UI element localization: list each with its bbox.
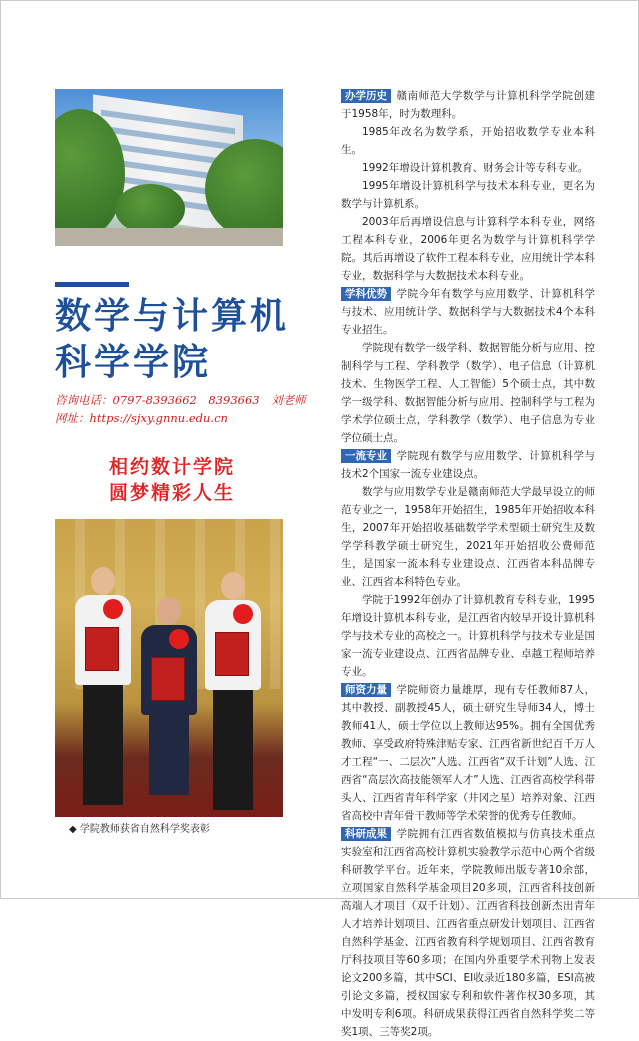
tag-majors: 一流专业 (341, 449, 391, 463)
majors-para-1: 数学与应用数学专业是赣南师范大学最早设立的师范专业之一，1958年开始招生，1985年开始招收本科生，2007年开始招收基础数学学术型硕士研究生及数学学科教学硕士研究生，2021年开始招收公费师范生，是国家一流本科专业建设点、江西省本科品牌专业、江西省本科特色专业。 (341, 486, 595, 588)
strength-para-1: 学院现有数学一级学科、数据智能分析与应用、控制科学与工程、学科教学（数学）、电子信息（计算机技术、生物医学工程、人工智能）5个硕士点，其中数学一级学科、数据智能分析与应用、控制科学与工程为学术学位硕士点，学科教学（数学）、电子信息为专业学位硕士点。 (341, 342, 595, 444)
majors-para-0: 一流专业 学院现有数学与应用数学、计算机科学与技术2个国家一流专业建设点。 (341, 450, 595, 480)
award-photo-caption: ◆ 学院教师获省自然科学奖表彰 (69, 824, 210, 835)
faculty-para-0: 师资力量 学院师资力量雄厚，现有专任教师87人，其中教授、副教授45人，硕士研究生导师34人，博士教师41人，硕士学位以上教师达95%。拥有全国优秀教师、享受政府特殊津贴专家、江西省新世纪百千万人才工程“一、二层次”人选、江西省“双千计划”人选、江西省“高层次高技能领军人才”人选、江西省高校学科带头人、江西省青年科学家（井冈之星）培养对象、江西省高校中青年骨干教师等学术荣誉的优秀专任教师。 (341, 684, 595, 822)
tag-research: 科研成果 (341, 827, 391, 841)
red-flower-right (233, 604, 253, 624)
tag-strength: 学科优势 (341, 287, 391, 301)
tag-history: 办学历史 (341, 89, 391, 103)
slogan-line1: 相约数计学院 (109, 456, 236, 478)
person-left (73, 567, 133, 817)
strength-para-0: 学科优势 学院今年有数学与应用数学、计算机科学与技术、应用统计学、数据科学与大数据技术4个本科专业招生。 (341, 288, 595, 336)
person-right (203, 572, 263, 817)
history-para-3: 1995年增设计算机科学与技术本科专业，更名为数学与计算机系。 (341, 180, 595, 210)
history-para-4: 2003年后再增设信息与计算科学本科专业，网络工程本科专业，2006年更名为数学与计算机科学学院。其后再增设了软件工程本科专业，应用统计学本科专业，数据科学与大数据技术本科专业。 (341, 216, 595, 282)
page-title-line1: 数学与计算机 (55, 296, 290, 337)
tree-middle (115, 184, 185, 234)
campus-building-photo (55, 89, 283, 246)
research-para-0: 科研成果 学院拥有江西省数值模拟与仿真技术重点实验室和江西省高校计算机实验教学示范中心两个省级科研教学平台。近年来，学院教师出版专著10余部，立项国家自然科学基金项目20多项，江西省科技创新高端人才项目（双千计划）、江西省科技创新杰出青年人才培养计划项目、江西省重点研发计划项目、江西省自然科学基金、江西省教育科学规划项目、江西省教育厅科技项目等60多项；在国内外重要学术刊物上发表论文200多篇，其中SCI、EI收录近180多篇，ESI高被引论文多篇，授权国家专利和软件著作权30多项，其中发明专利6项。科研成果获得江西省自然科学奖二等奖1项、三等奖2项。 (341, 828, 595, 1038)
certificate-right (215, 632, 249, 676)
ground (55, 228, 283, 246)
history-para-1: 1985年改名为数学系，开始招收数学专业本科生。 (341, 126, 595, 156)
certificate-left (85, 627, 119, 671)
red-flower-middle (169, 629, 189, 649)
certificate-middle (151, 657, 185, 701)
contact-website: 网址：https://sjxy.gnnu.edu.cn (55, 411, 228, 425)
award-caption-text: 学院教师获省自然科学奖表彰 (79, 824, 210, 835)
contact-phone: 咨询电话：0797-8393662 8393663 刘老师 (55, 393, 306, 407)
person-middle (139, 597, 199, 817)
history-para-0: 办学历史 赣南师范大学数学与计算机科学学院创建于1958年，时为数理科。 (341, 90, 595, 120)
majors-para-2: 学院于1992年创办了计算机教育专科专业，1995年增设计算机本科专业，是江西省内较早开设计算机科学与技术专业的高校之一。计算机科学与技术专业是国家一流专业建设点、江西省品牌专业、卓越工程师培养专业。 (341, 594, 595, 678)
slogan-line2: 圆梦精彩人生 (109, 482, 236, 504)
award-ceremony-photo (55, 519, 283, 817)
title-accent-rule (55, 282, 129, 287)
body-text-column (341, 87, 595, 1041)
history-para-2: 1992年增设计算机教育、财务会计等专科专业。 (362, 162, 589, 174)
red-flower-left (103, 599, 123, 619)
tag-faculty: 师资力量 (341, 683, 391, 697)
page-title-line2: 科学学院 (55, 342, 212, 383)
